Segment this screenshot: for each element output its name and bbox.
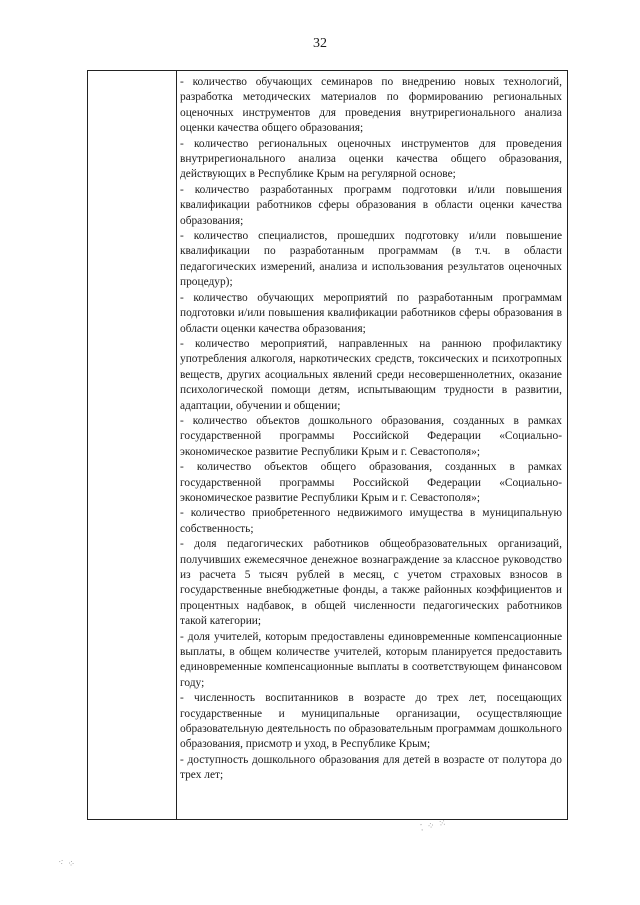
list-item: - количество региональных оценочных инструментов для проведения внутрирегионального анализа оценки качества общего образования, действующих в Республике Крым на регулярной основе;	[180, 137, 562, 181]
list-item: - количество объектов общего образования, созданных в рамках государственной программы Российской Федерации «Социально-экономическое развитие Республики Крым и г. Севастополя»;	[180, 461, 562, 504]
list-item: - количество мероприятий, направленных на раннюю профилактику употребления алкоголя, наркотических средств, токсических и психотропных веществ, других асоциальных явлений среди несовершеннолетних, оказание психологической помощи детям, испытывающим трудности в развитии, адаптации, обучении и общении;	[180, 337, 562, 412]
list-item: - количество объектов дошкольного образования, созданных в рамках государственной программы Российской Федерации «Социально-экономическое развитие Республики Крым и г. Севастополя»;	[180, 414, 562, 458]
list-item: - количество разработанных программ подготовки и/или повышения квалификации работников сферы образования в области оценки качества образования;	[180, 183, 562, 227]
scan-artifact: ⁚ ⁘ ⁙	[419, 817, 449, 833]
list-item: - численность воспитанников в возрасте до трех лет, посещающих государственные и муниципальные организации, осуществляющие образовательную деятельность по образовательным программам дошкольного образования, присмотр и уход, в Республике Крым;	[180, 692, 562, 751]
table-right-column	[177, 71, 567, 819]
list-item: - количество специалистов, прошедших подготовку и/или повышение квалификации по разработанным программам (в т.ч. в области педагогических измерений, анализа и использования результатов оценочных процедур);	[180, 230, 562, 289]
list-item: - количество приобретенного недвижимого имущества в муниципальную собственность;	[180, 507, 562, 535]
table-left-column	[88, 71, 177, 819]
list-item: - доля педагогических работников общеобразовательных организаций, получивших ежемесячное денежное вознаграждение за классное руководство из расчета 5 тысяч рублей в месяц, с учетом страховых взносов в государственные внебюджетные фонды, а также районных коэффициентов и процентных надбавок, в общей численности педагогических работников такой категории;	[180, 538, 562, 628]
indicators-table	[87, 70, 568, 820]
list-item: - количество обучающих мероприятий по разработанным программам подготовки и/или повышения квалификации работников сферы образования в области оценки качества образования;	[180, 291, 562, 335]
list-item: - доступность дошкольного образования для детей в возрасте от полутора до трех лет;	[180, 753, 562, 782]
scan-artifact: ⁖ ⁘	[57, 856, 77, 870]
list-item: - доля учителей, которым предоставлены единовременные компенсационные выплаты, в общем количестве учителей, которым планируется предоставить единовременные компенсационные выплаты в соответствующем финансовом году;	[180, 630, 562, 689]
page-number: 32	[313, 36, 327, 51]
list-item: - количество обучающих семинаров по внедрению новых технологий, разработка методических материалов по формированию региональных оценочных инструментов для проведения внутрирегионального анализа оценки качества общего образования;	[180, 76, 562, 135]
